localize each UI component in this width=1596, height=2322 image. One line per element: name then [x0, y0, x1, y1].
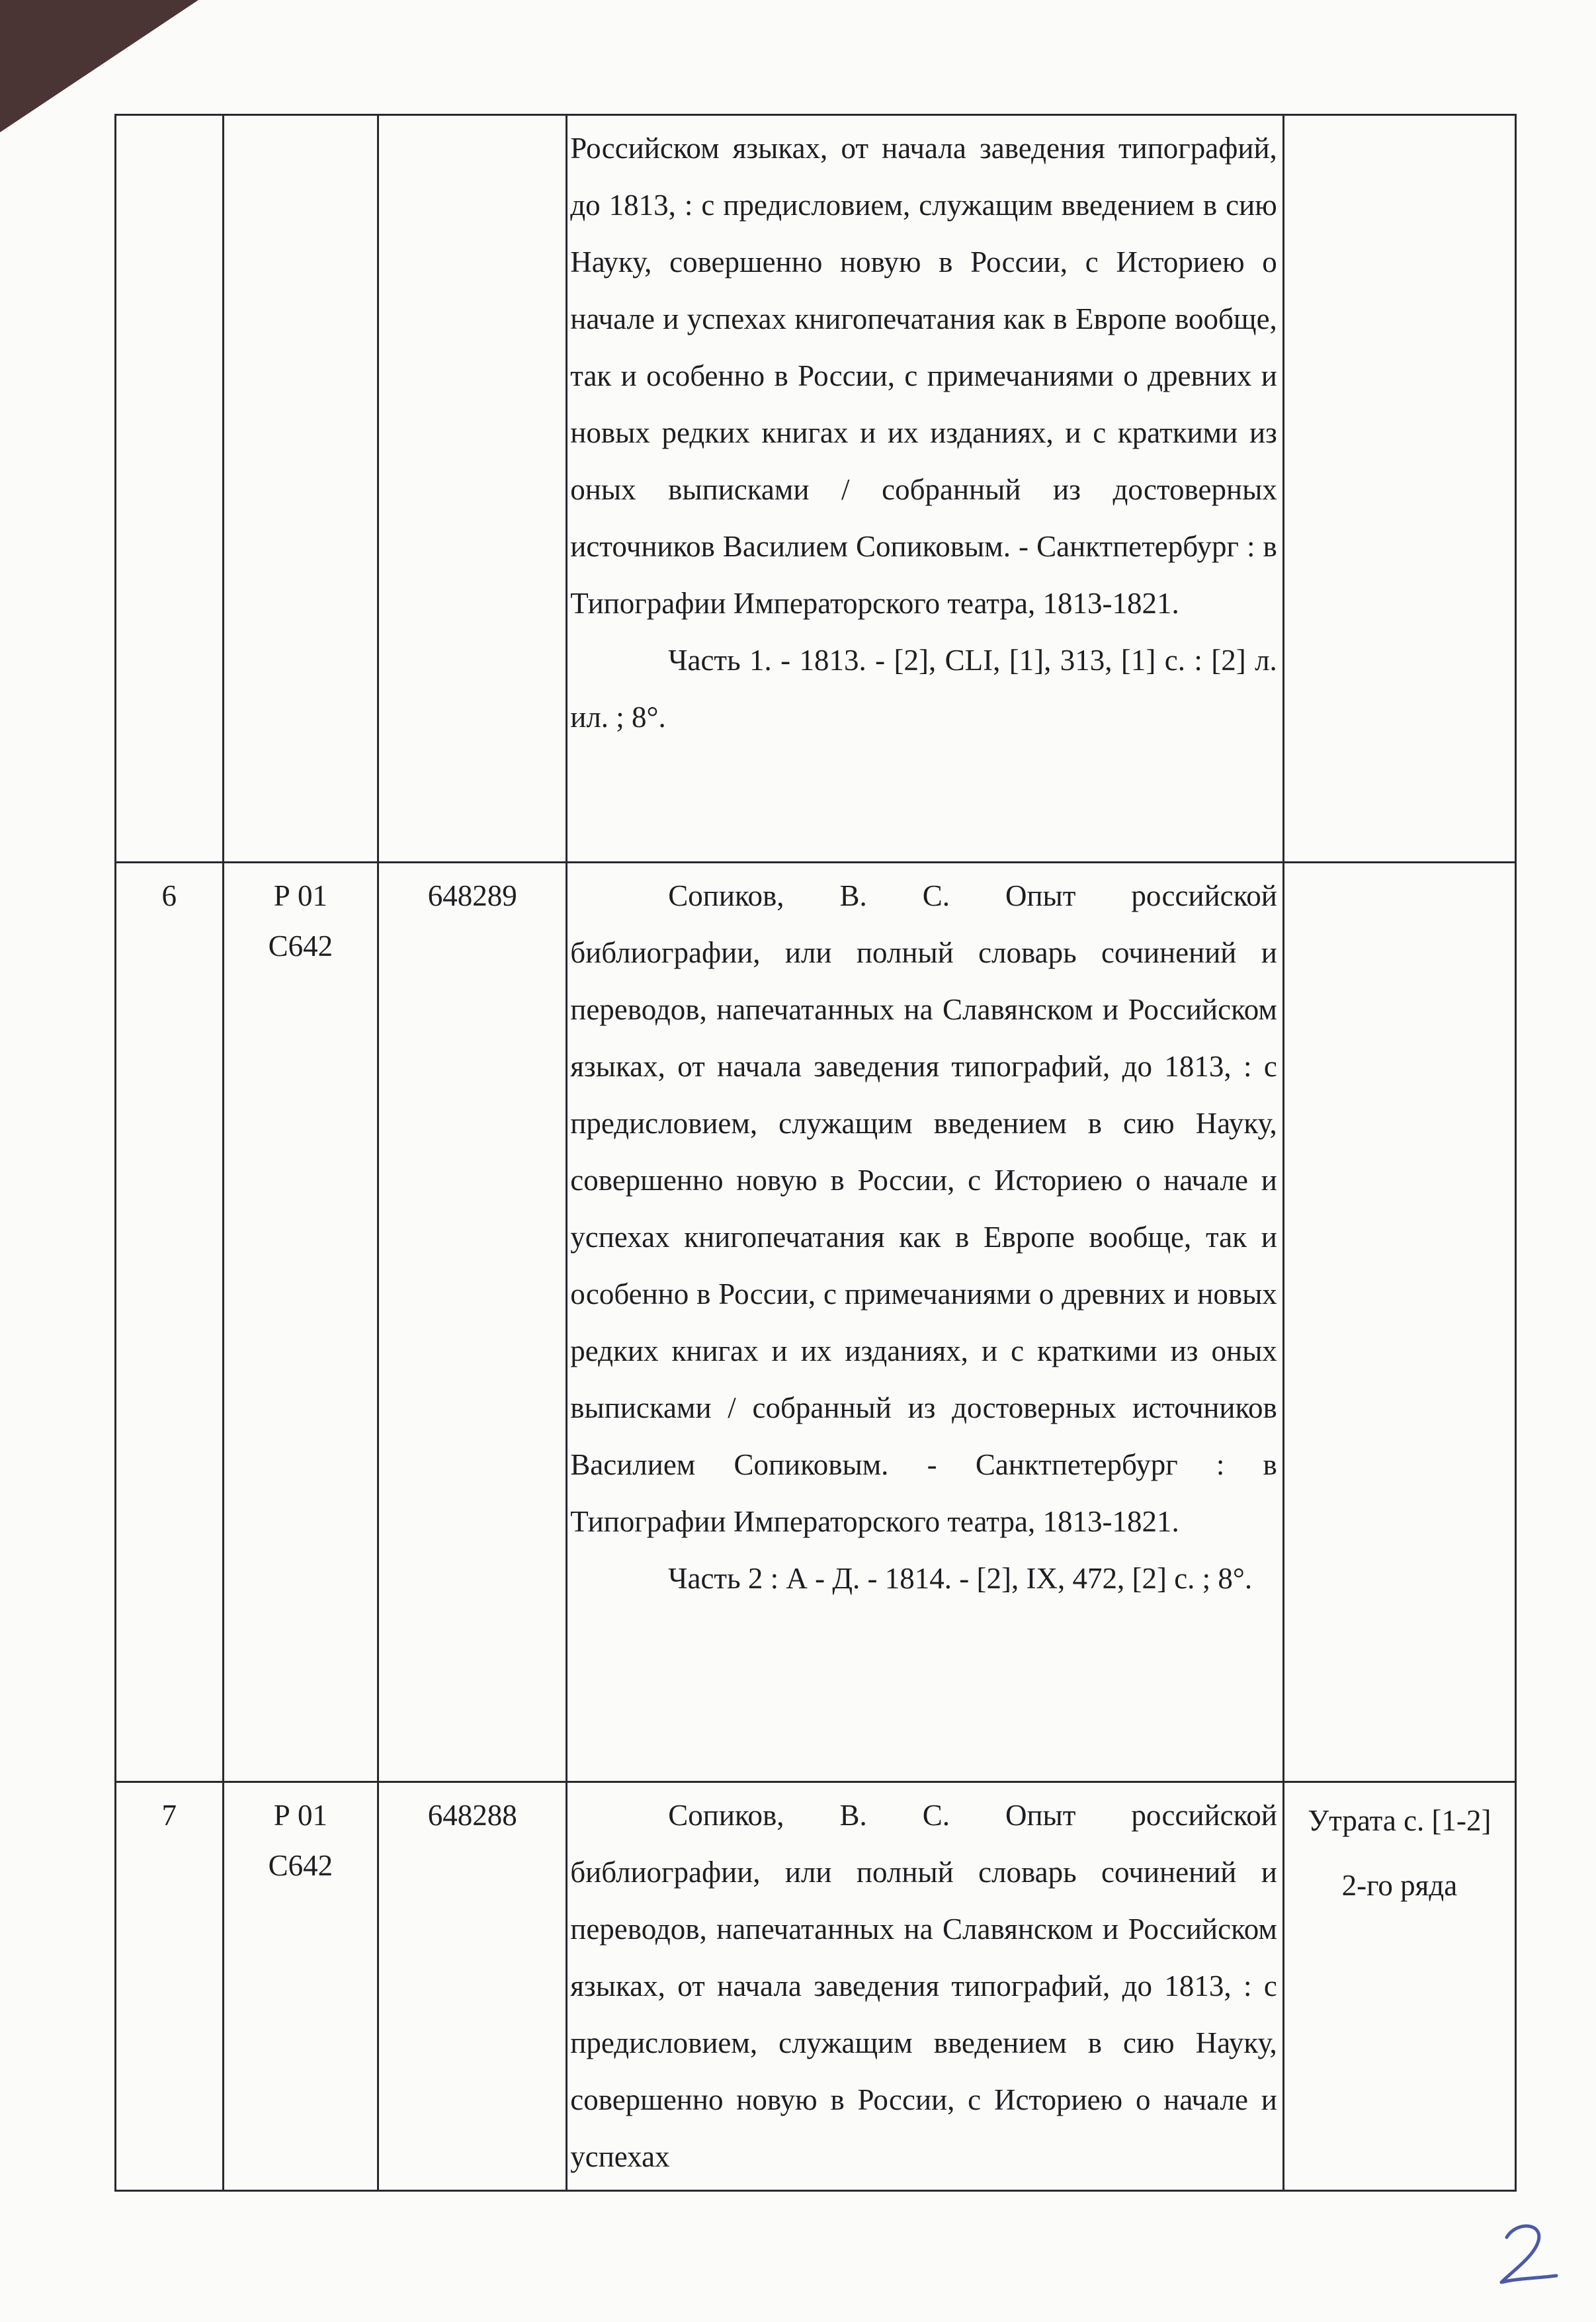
description-text: Российском языках, от начала заведения типографий, до 1813, : с предисловием, служащим введением в сию Науку, совершенно новую в России, с Историею о начале и успехах книгопечатания как в Европе вообще, так и особенно в России, с примечаниями о древних и новых редких книгах и их изданиях, и с краткими из оных выписками / собранный из достоверных источников Василием Сопиковым. - Санктпетербург : в Типографии Императорского театра, 1813-1821. [570, 132, 1277, 620]
table-row [116, 1782, 1516, 2191]
volume-part-text: Часть 1. - 1813. - [2], CLI, [1], 313, [1] с. : [2] л. ил. ; 8°. [570, 644, 1277, 734]
scan-corner-shadow [0, 0, 198, 132]
catalog-table [114, 114, 1517, 2192]
description-cell [567, 115, 1284, 863]
note-line2: 2-го ряда [1341, 1869, 1458, 1902]
row-number: 6 [161, 879, 177, 912]
inventory-number: 648289 [427, 879, 517, 912]
shelf-code-cell [223, 863, 378, 1782]
description-cell [567, 1782, 1284, 2191]
note-cell [1283, 863, 1515, 1782]
inventory-number-cell [378, 863, 567, 1782]
shelf-code-line2: С642 [268, 929, 333, 963]
handwritten-page-number [1487, 2217, 1566, 2290]
inventory-number-cell [378, 115, 567, 863]
shelf-code-line1: Р 01 [273, 1799, 328, 1832]
volume-part-text: Часть 2 : А - Д. - 1814. - [2], IX, 472, [2] с. ; 8°. [668, 1562, 1253, 1595]
row-number-cell [116, 115, 224, 863]
note-line1: Утрата с. [1-2] [1308, 1804, 1491, 1837]
shelf-code-line1: Р 01 [273, 879, 328, 912]
shelf-code-cell [223, 115, 378, 863]
shelf-code-cell [223, 1782, 378, 2191]
description-text: Сопиков, В. С. Опыт российской библиографии, или полный словарь сочинений и переводов, напечатанных на Славянском и Российском языках, от начала заведения типографий, до 1813, : с предисловием, служащим введением в сию Науку, совершенно новую в России, с Историею о начале и успехах книгопечатания как в Европе вообще, так и особенно в России, с примечаниями о древних и новых редких книгах и их изданиях, и с краткими из оных выписками / собранный из достоверных источников Василием Сопиковым. - Санктпетербург : в Типографии Императорского театра, 1813-1821. [570, 879, 1277, 1538]
note-cell [1283, 1782, 1515, 2191]
row-number-cell [116, 863, 224, 1782]
description-cell [567, 863, 1284, 1782]
description-text: Сопиков, В. С. Опыт российской библиографии, или полный словарь сочинений и переводов, напечатанных на Славянском и Российском языках, от начала заведения типографий, до 1813, : с предисловием, служащим введением в сию Науку, совершенно новую в России, с Историею о начале и успехах [570, 1799, 1277, 2173]
inventory-number: 648288 [427, 1799, 517, 1832]
row-number-cell [116, 1782, 224, 2191]
table-row [116, 115, 1516, 863]
table-row [116, 863, 1516, 1782]
row-number: 7 [161, 1799, 177, 1832]
note-cell [1283, 115, 1515, 863]
inventory-number-cell [378, 1782, 567, 2191]
shelf-code-line2: С642 [268, 1849, 333, 1882]
